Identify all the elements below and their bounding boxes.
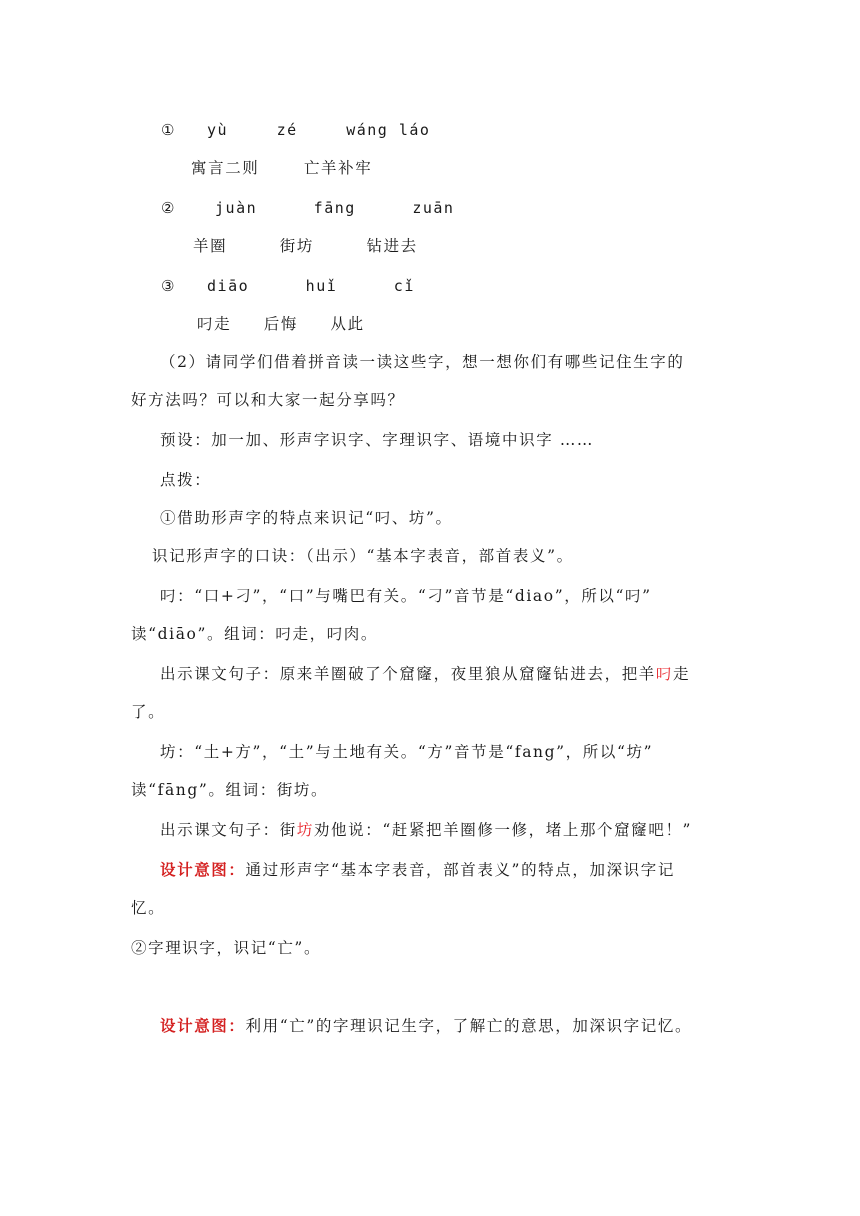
pinyin: zé [276, 121, 298, 139]
lesson-number: ③ [161, 277, 176, 295]
lesson-number: ② [161, 199, 176, 217]
formula-text: 识记形声字的口诀：（出示）“基本字表音，部首表义”。 [152, 547, 574, 565]
design-intent-label: 设计意图： [160, 860, 246, 879]
pinyin: cǐ [393, 277, 415, 295]
design-intent-text: 利用“亡”的字理识记生字，了解亡的意思，加深识字记忆。 [245, 1017, 693, 1035]
pinyin: juàn [215, 199, 258, 217]
highlight-character: 叼 [655, 665, 674, 683]
lesson-2-words-row [193, 236, 418, 256]
hint-label: 点拨： [160, 471, 212, 489]
design-intent-label: 设计意图： [160, 1016, 246, 1035]
point-2: ②字理识字，识记“亡”。 [131, 939, 322, 957]
fang-explanation-line-1: 坊：“土+方”，“土”与土地有关。“方”音节是“fang”，所以“坊” [160, 743, 654, 761]
pinyin: wáng láo [346, 121, 431, 139]
word: 后悔 [263, 315, 298, 333]
word: 亡羊补牢 [303, 159, 373, 177]
question-line-2: 好方法吗？可以和大家一起分享吗？ [131, 391, 405, 409]
lesson-3-pinyin-row [161, 276, 415, 296]
word: 街坊 [279, 237, 314, 255]
sentence-text: 出示课文句子：原来羊圈破了个窟窿，夜里狼从窟窿钻进去，把羊 [160, 665, 656, 683]
word: 寓言二则 [191, 159, 260, 177]
lesson-1-pinyin-row [161, 120, 430, 140]
highlight-character: 坊 [296, 821, 314, 839]
pinyin: diāo [207, 277, 250, 295]
lesson-2-pinyin-row [161, 198, 454, 218]
design-intent-2 [160, 1016, 692, 1036]
lesson-3-words-row [197, 314, 365, 334]
design-intent-text: 通过形声字“基本字表音，部首表义”的特点，加深识字记 [245, 861, 675, 879]
sentence-text: 出示课文句子：街 [160, 821, 297, 839]
diao-explanation-line-1: 叼：“口+刁”，“口”与嘴巴有关。“刁”音节是“diao”，所以“叼” [160, 587, 652, 605]
question-line-1: （2）请同学们借着拼音读一读这些字，想一想你们有哪些记住生字的 [160, 353, 685, 371]
design-intent-1-line-1 [160, 860, 675, 880]
pinyin: yù [207, 121, 229, 139]
sentence-1-line-1 [160, 664, 690, 684]
word: 羊圈 [193, 237, 228, 255]
word: 钻进去 [366, 237, 418, 255]
preset-text: 预设：加一加、形声字识字、字理识字、语境中识字 …… [160, 431, 595, 449]
point-1: ①借助形声字的特点来识记“叼、坊”。 [160, 509, 453, 527]
pinyin: huǐ [305, 277, 338, 295]
pinyin: zuān [412, 199, 455, 217]
lesson-1-words-row [191, 158, 372, 178]
sentence-2 [160, 820, 692, 840]
lesson-number: ① [161, 121, 176, 139]
fang-explanation-line-2: 读“fāng”。组词：街坊。 [131, 781, 329, 799]
sentence-1-line-2: 了。 [131, 703, 166, 721]
sentence-text: 走 [673, 665, 691, 683]
diao-explanation-line-2: 读“diāo”。组词：叼走，叼肉。 [131, 625, 379, 643]
sentence-text: 劝他说：“赶紧把羊圈修一修，堵上那个窟窿吧！” [313, 821, 693, 839]
design-intent-1-line-2: 忆。 [131, 899, 166, 917]
pinyin: fāng [313, 199, 356, 217]
word: 从此 [330, 315, 365, 333]
word: 叼走 [197, 315, 232, 333]
